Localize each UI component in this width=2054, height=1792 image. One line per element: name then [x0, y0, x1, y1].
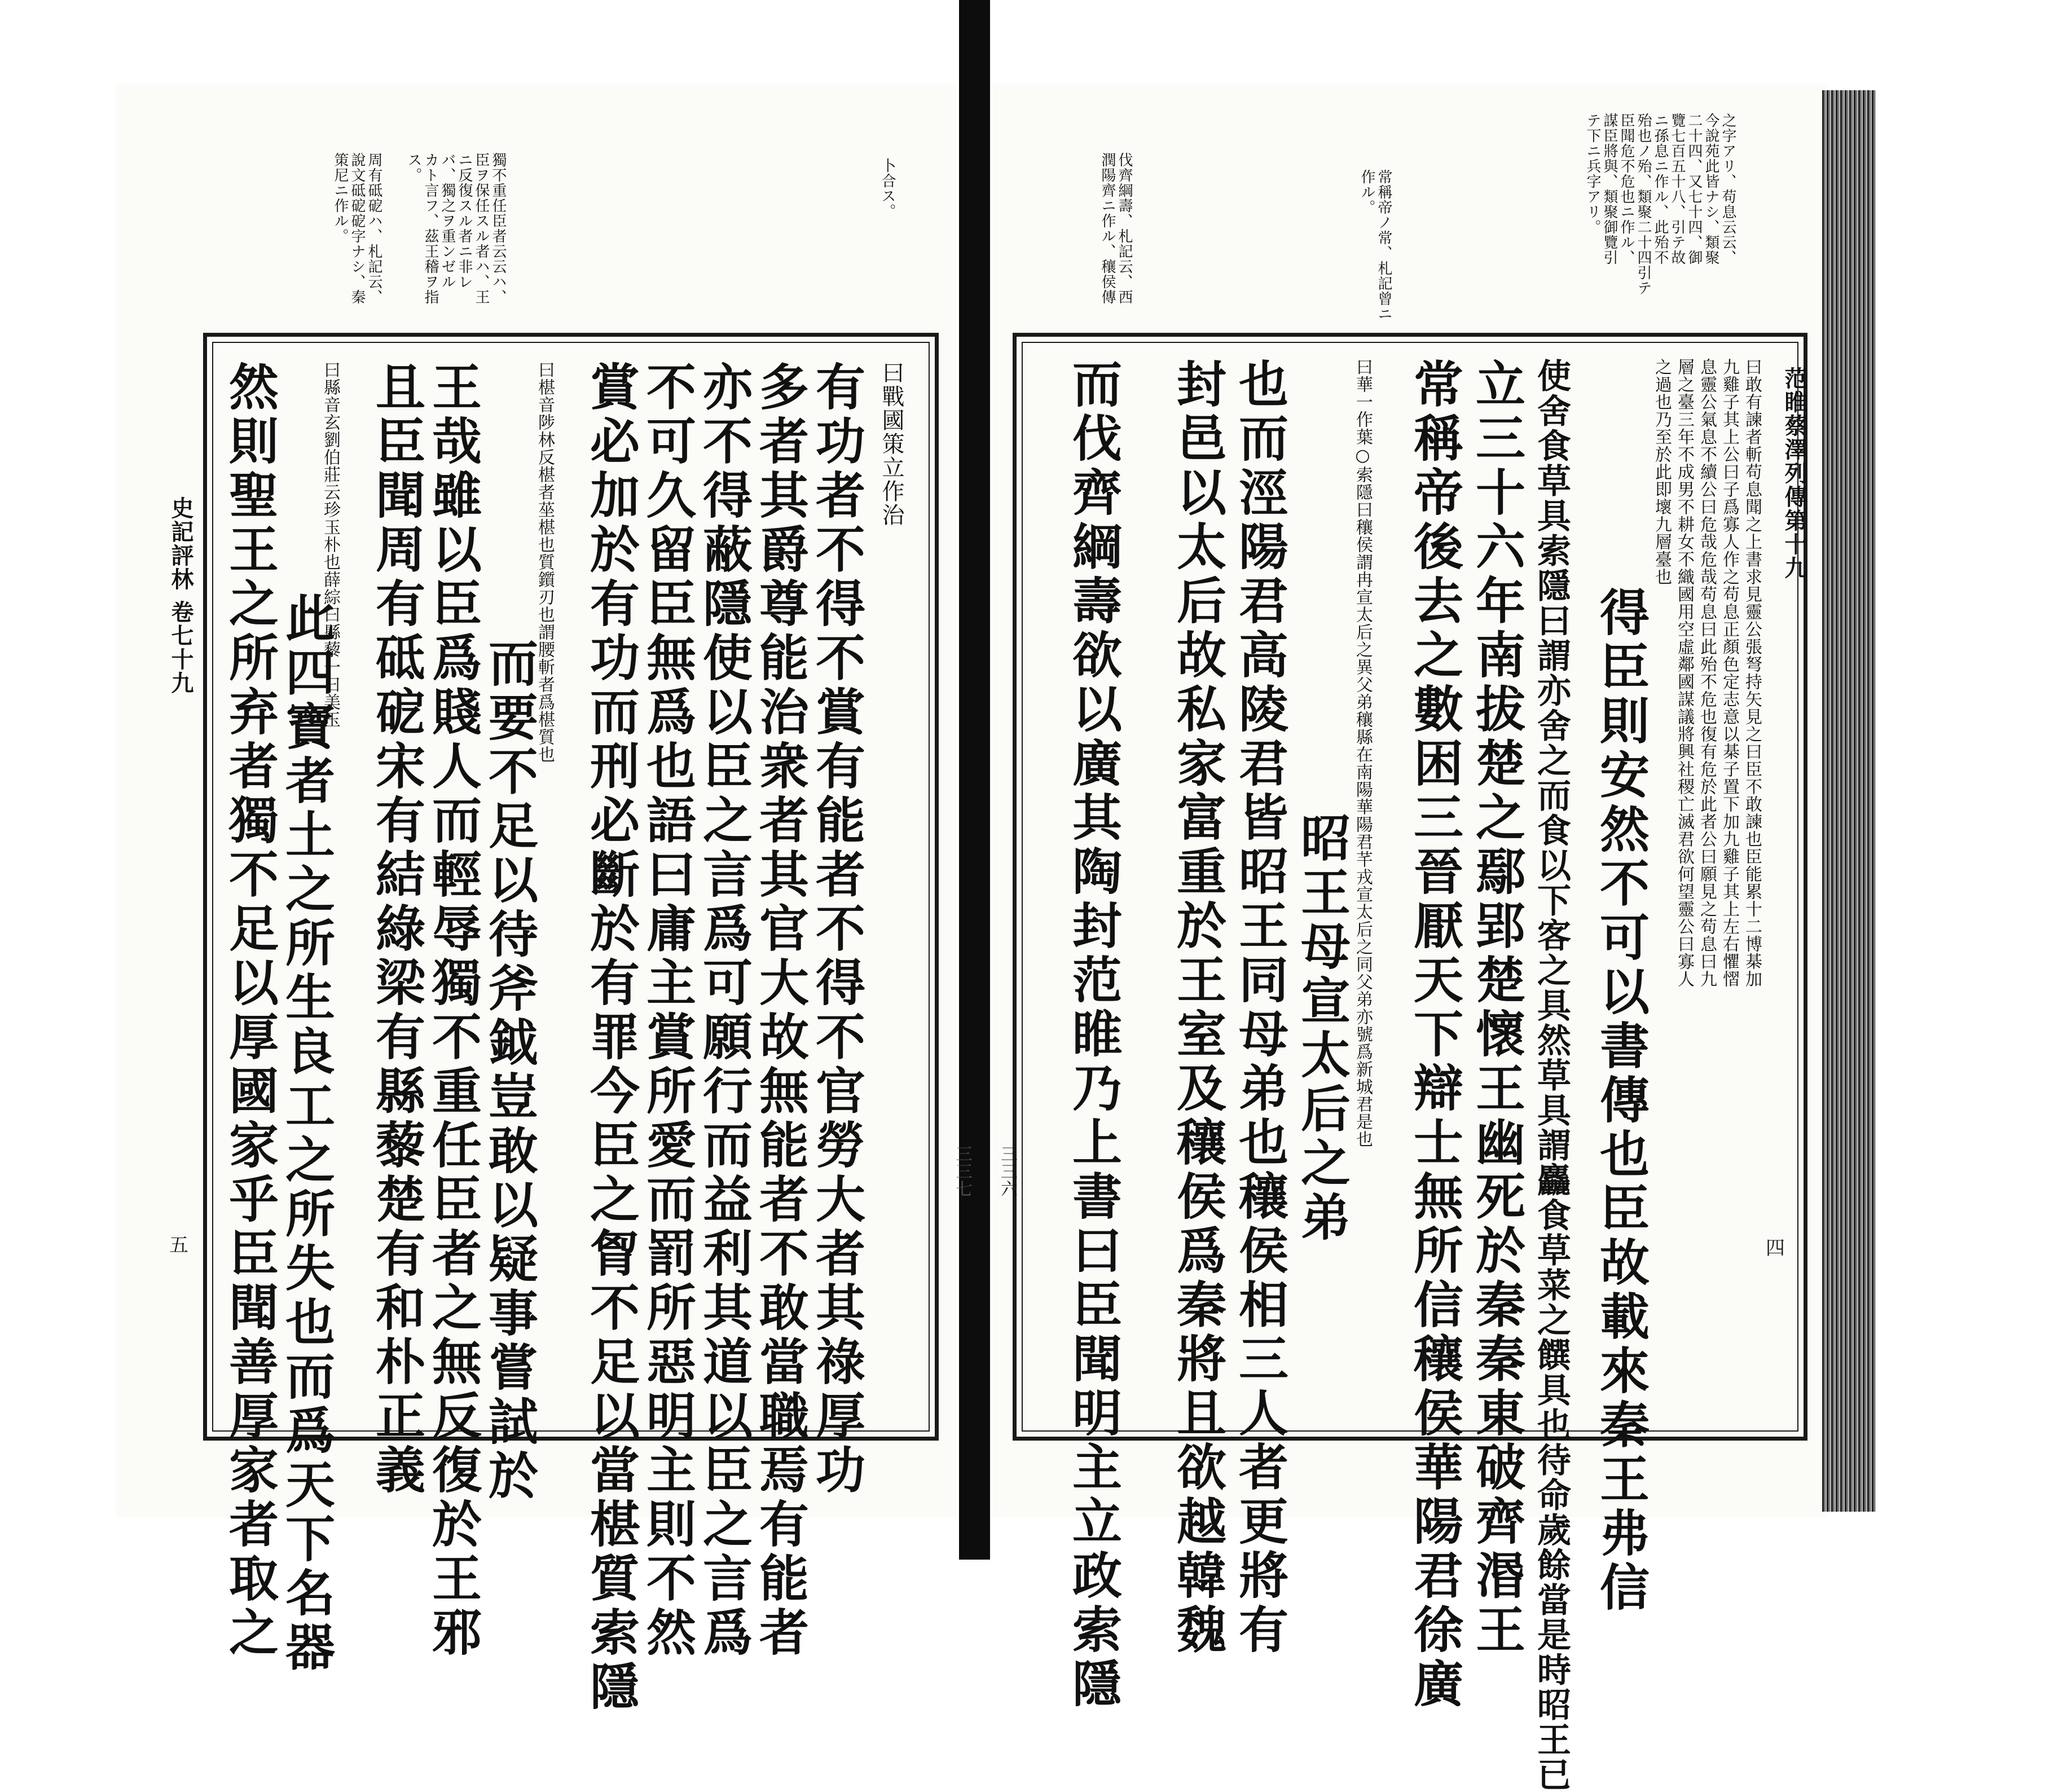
left-top-note-10: 策尼ニ作ル。 [332, 152, 349, 244]
left-top-note-7: ス。 [405, 152, 422, 183]
right-col-9: 常稱帝後去之數困三晉厭天下辯士無所信穰侯華陽君徐廣 [1406, 358, 1464, 1712]
right-col-11: 昭王母宣太后之弟 [1293, 812, 1352, 1245]
left-col-7: 曰椹音陟林反椹者莝椹也質鑕刃也謂腰斬者爲椹質也 [535, 361, 555, 763]
gutter-number-left: 三三七 [952, 1145, 972, 1197]
right-col-13: 封邑以太后故私家富重於王室及穰侯爲秦將且欲越韓魏 [1169, 358, 1228, 1658]
page-edges [1822, 90, 1876, 1512]
right-col-1: 曰敢有諫者斬苟息聞之上書求見靈公張弩持矢見之曰臣不敢諫也臣能累十二博棊加 [1742, 358, 1762, 988]
left-top-note-6: カト言フ、茲王稽ヲ指 [422, 152, 439, 305]
right-top-note-13: 潤陽齊ニ作ル、穰侯傳 [1099, 152, 1116, 305]
right-top-note-6: 殆也ノ殆、類聚二十四引テ [1635, 113, 1652, 296]
right-top-note-5: ニ孫息ニ作ル、此殆不 [1652, 113, 1669, 265]
left-col-3: 多者其爵尊能治衆者其官大故無能者不敢當職焉有能者 [751, 361, 810, 1661]
left-footer-title: 史記評林 卷七十九 [168, 496, 194, 695]
left-col-12: 此四寶者土之所生良工之所失也而爲天下名器 [278, 592, 336, 1675]
right-col-5: 之過也乃至於此即壞九層臺也 [1652, 358, 1672, 585]
right-col-7: 使舍食草具索隱曰謂亦舍之而食以下客之具然草具謂麤食草菜之饌具也待命歲餘當是時昭王已 [1532, 358, 1571, 1792]
left-col-10: 且臣聞周有砥砨宋有結綠梁有縣藜楚有和朴正義 [368, 361, 426, 1498]
left-col-11: 曰縣音玄劉伯莊云珍玉朴也薛綜曰縣藜一曰美玉 [320, 361, 340, 728]
right-page-header: 范睢蔡澤列傳第十九 [1781, 367, 1807, 580]
left-col-9: 王哉雖以臣爲賤人而輕辱獨不重任臣者之無反復於王邪 [424, 361, 483, 1661]
right-top-note-10: 常稱帝ノ常、札記曾ニ [1375, 169, 1392, 322]
left-top-note-3: 臣ヲ保任スル者ハ、王 [473, 152, 490, 305]
right-top-note-7: 臣聞危不危也ニ作ル、 [1618, 113, 1635, 265]
right-col-2: 九雞子其上公曰子爲寡人作之苟息正顏色定志意以棊子置下加九雞子其上左右懼慴 [1719, 358, 1739, 988]
left-col-5: 不可久留臣無爲也語曰庸主賞所愛而罰所惡明主則不然 [639, 361, 697, 1661]
left-top-note-8: 周有砥砨ハ、札記云、 [366, 152, 382, 305]
right-col-4: 層之臺三年不成男不耕女不織國用空虛鄰國謀議將興社稷亡滅君欲何望靈公曰寡人 [1674, 358, 1694, 988]
left-top-note-4: ニ反復スル者ニ非レ [456, 152, 473, 289]
right-top-note-4: 覽七百五十八、引テ故 [1669, 113, 1686, 265]
left-top-note-5: バ、獨之ヲ重ンゼル [439, 152, 456, 289]
left-top-note-1: 卜合ス。 [879, 158, 896, 219]
left-page-number: 五 [169, 1234, 188, 1257]
right-col-6: 得臣則安然不可以書傳也臣故載來秦王弗信 [1592, 587, 1651, 1615]
book-gutter [959, 0, 990, 1560]
right-top-note-1: 之字アリ、苟息云云、 [1719, 113, 1736, 265]
left-top-note-2: 獨不重任臣者云云ハ、 [490, 152, 507, 305]
right-col-12: 也而涇陽君高陵君皆昭王同母弟也穰侯相三人者更將有 [1231, 358, 1290, 1658]
left-col-13: 然則聖王之所弃者獨不足以厚國家乎臣聞善厚家者取之 [221, 361, 280, 1661]
right-col-14: 而伐齊綱壽欲以廣其陶封范睢乃上書曰臣聞明主立政索隱 [1065, 358, 1123, 1712]
right-top-note-2: 今說苑此皆ナシ、類聚 [1703, 113, 1719, 265]
left-col-1: 曰戰國策立作治 [878, 361, 904, 527]
right-top-note-12: 伐齊綱壽、札記云、西 [1116, 152, 1133, 305]
right-top-note-3: 二十四、又七十四、御 [1686, 113, 1703, 265]
left-col-6: 賞必加於有功而刑必斷於有罪今臣之胷不足以當椹質索隱 [582, 361, 641, 1715]
right-top-note-9: テ下ニ兵字アリ。 [1584, 113, 1601, 235]
right-col-3: 息靈公氣息不續公曰危哉危哉苟息曰此殆不危也復有危於此者公曰願見之苟息曰九 [1697, 358, 1717, 988]
gutter-number-right: 三三六 [997, 1145, 1017, 1197]
left-col-2: 有功者不得不賞有能者不得不官勞大者其祿厚功 [808, 361, 867, 1498]
right-col-8: 立三十六年南拔楚之鄢郢楚懷王幽死於秦秦東破齊湣王 [1468, 358, 1527, 1658]
left-col-4: 亦不得蔽隱使以臣之言爲可願行而益利其道以臣之言爲 [695, 361, 754, 1661]
right-page-number: 四 [1766, 1237, 1785, 1260]
right-col-10: 曰華一作葉○索隱曰穰侯謂冉宣太后之異父弟穰縣在南陽華陽君芊戎宣太后之同父弟亦號爲新城君是也 [1353, 358, 1373, 1148]
left-top-note-9: 說文砥砨砨字ナシ、秦 [349, 152, 366, 305]
left-col-8: 而要不足以待斧鉞豈敢以疑事嘗試於 [481, 637, 539, 1504]
right-top-note-11: 作ル。 [1358, 169, 1375, 215]
right-top-note-8: 謀臣將與、類聚御覽引 [1601, 113, 1618, 265]
